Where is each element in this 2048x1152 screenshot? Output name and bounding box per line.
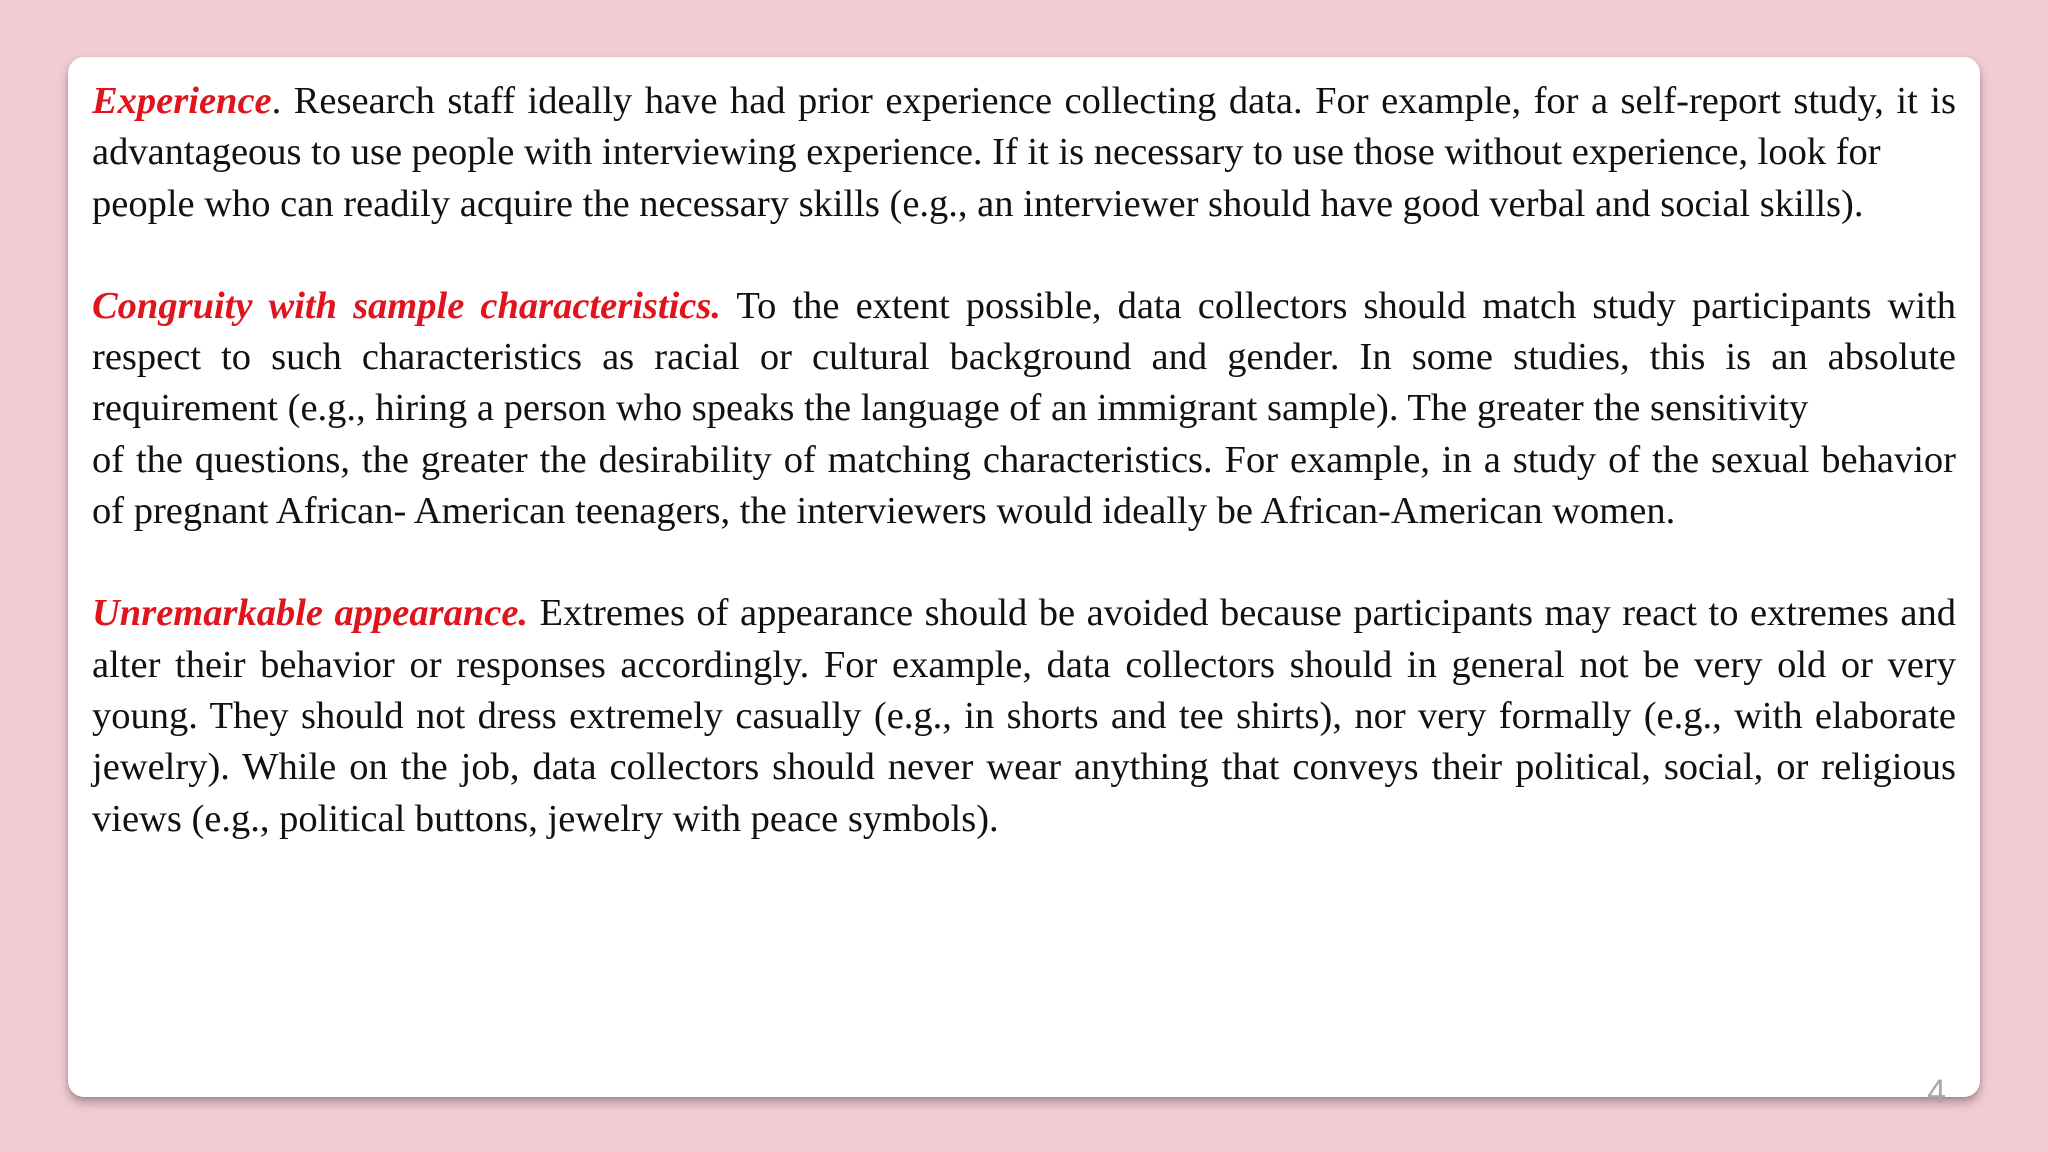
heading-experience-punct: .	[271, 80, 282, 122]
paragraph-congruity-continuation: of the questions, the greater the desirability of matching characteristics. For example, in a study of the sexual behavior of pregnant African- American teenagers, the interviewers would ideally be African-American women.	[92, 438, 1956, 533]
paragraph-appearance-text: Extremes of appearance should be avoided because participants may react to extremes and alter their behavior or responses accordingly. For example, data collectors should in general not be very old or very young. They should not dress extremely casually (e.g., in shorts and tee shirts), nor very formally (e.g., with elaborate jewelry). While on the job, data collectors should never wear anything that conveys their political, social, or religious views (e.g., political buttons, jewelry with peace symbols).	[92, 592, 1956, 840]
slide-content	[92, 76, 1956, 896]
paragraph-experience-continuation: people who can readily acquire the necessary skills (e.g., an interviewer should have good verbal and social skills).	[92, 182, 1864, 225]
heading-appearance: Unremarkable appearance.	[92, 592, 529, 635]
paragraph-congruity-text: To the extent possible, data collectors should match study participants with respect to such characteristics as racial or cultural background and gender. In some studies, this is an absolute requirement (e.g., hiring a person who speaks the language of an immigrant sample). The greater the sensitivity	[92, 284, 1956, 430]
heading-congruity: Congruity with sample characteristics.	[92, 284, 721, 327]
paragraph-appearance-lead	[92, 588, 1956, 844]
paragraph-experience	[92, 76, 1956, 230]
paragraph-appearance	[92, 588, 1956, 844]
paragraph-congruity-lead	[92, 281, 1956, 435]
heading-experience: Experience	[92, 80, 272, 122]
paragraph-congruity	[92, 281, 1956, 537]
slide-number: 4	[1927, 1073, 1946, 1111]
paragraph-experience-text: Research staff ideally have had prior experience collecting data. For example, for a self-report study, it is advantageous to use people with interviewing experience. If it is necessary to use those without experience, look for	[92, 80, 1956, 174]
paragraph-experience-lead	[92, 76, 1956, 179]
